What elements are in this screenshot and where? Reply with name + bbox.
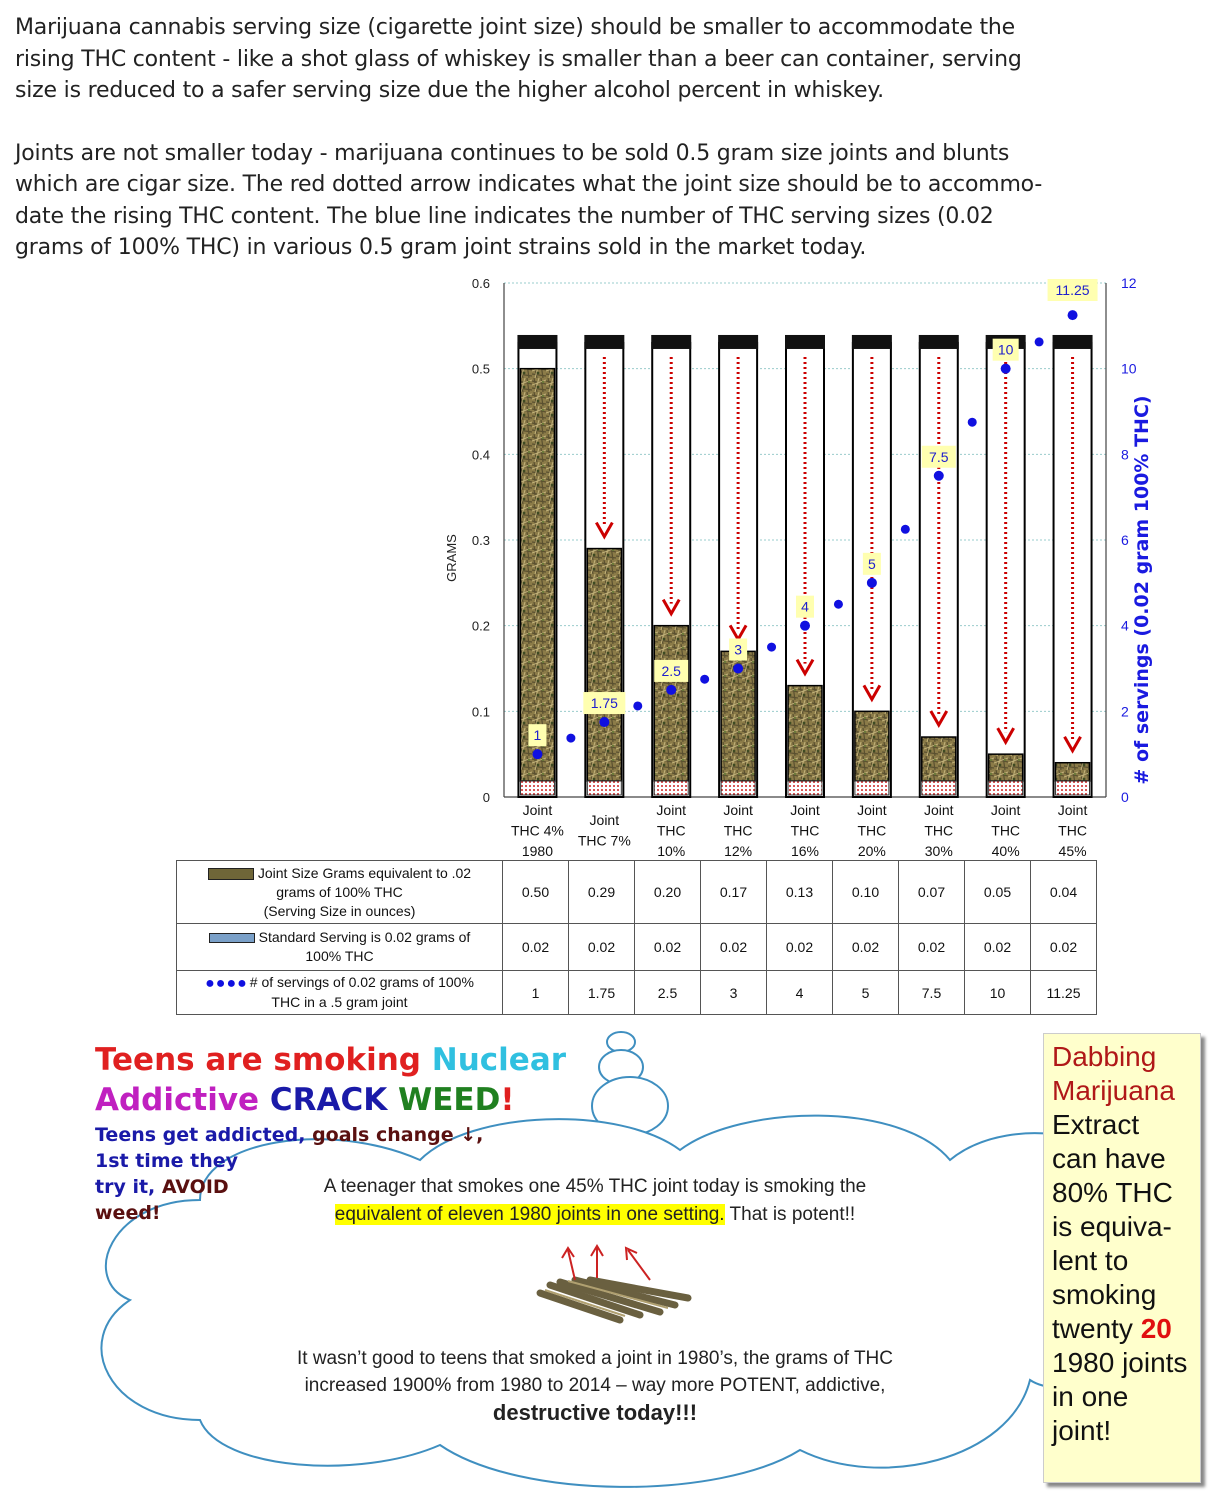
table-cell: 0.29 bbox=[569, 861, 635, 924]
x-tick-label: Joint bbox=[522, 802, 553, 818]
table-cell: 2.5 bbox=[635, 971, 701, 1015]
cloud-line: increased 1900% from 1980 to 2014 – way more POTENT, addictive, bbox=[304, 1375, 886, 1396]
x-tick-label: Joint bbox=[990, 802, 1021, 818]
y-tick-label: 0.6 bbox=[471, 276, 490, 291]
servings-point bbox=[733, 664, 743, 674]
y-tick-label: 0.4 bbox=[471, 447, 490, 463]
data-label: 1.75 bbox=[590, 695, 618, 712]
table-row-label bbox=[177, 861, 503, 924]
teens-s3: 1st time they bbox=[95, 1150, 239, 1172]
joint-filter bbox=[989, 781, 1023, 795]
joint-tip bbox=[517, 335, 557, 349]
servings-dot bbox=[1035, 337, 1044, 346]
x-tick-label: THC bbox=[656, 822, 686, 839]
cloud-line: It wasn’t good to teens that smoked a joint in 1980’s, the grams of THC bbox=[296, 1348, 893, 1369]
row-label-line: # of servings of 0.02 grams of 100% bbox=[249, 974, 474, 991]
y-tick-label: 0.1 bbox=[471, 704, 490, 720]
x-tick-label: THC bbox=[924, 822, 954, 839]
x-tick-label: THC 7% bbox=[577, 832, 631, 849]
cloud-text-top bbox=[250, 1173, 940, 1229]
cloud-line: A teenager that smokes one 45% THC joint today is smoking the bbox=[323, 1176, 867, 1197]
dab-line: is equiva- bbox=[1052, 1211, 1172, 1242]
table-cell: 0.02 bbox=[767, 924, 833, 971]
servings-dot bbox=[901, 525, 910, 534]
data-label: 5 bbox=[867, 555, 876, 572]
servings-point bbox=[934, 471, 944, 481]
table-cell: 4 bbox=[767, 971, 833, 1015]
servings-point bbox=[867, 578, 877, 588]
data-label: 10 bbox=[997, 341, 1014, 358]
intro-text bbox=[15, 12, 1115, 295]
x-tick-label: 45% bbox=[1058, 843, 1087, 859]
table-cell: 0.10 bbox=[833, 861, 899, 924]
row-label-line: Joint Size Grams equivalent to .02 bbox=[257, 864, 472, 881]
joint-tip bbox=[584, 335, 624, 349]
joint-tip bbox=[651, 335, 691, 349]
table-cell: 0.02 bbox=[635, 924, 701, 971]
x-tick-label: 20% bbox=[857, 843, 886, 859]
table-cell: 7.5 bbox=[899, 971, 965, 1015]
y-tick-label: 0.5 bbox=[471, 361, 490, 377]
table-cell: 0.50 bbox=[503, 861, 569, 924]
table-row bbox=[177, 924, 1097, 971]
chart-plot-area bbox=[444, 275, 1153, 859]
x-tick-label: Joint bbox=[589, 812, 620, 828]
joint-outline bbox=[920, 343, 958, 797]
teens-s6: weed! bbox=[95, 1202, 161, 1224]
teens-s5: AVOID bbox=[161, 1176, 229, 1198]
joint-fill-bar bbox=[989, 754, 1023, 781]
y2-tick-label: 12 bbox=[1121, 275, 1137, 291]
table-cell: 5 bbox=[833, 971, 899, 1015]
servings-point bbox=[599, 717, 609, 727]
servings-point bbox=[800, 621, 810, 631]
y2-tick-label: 0 bbox=[1121, 789, 1129, 805]
teens-s1: Teens get addicted, bbox=[95, 1124, 306, 1146]
table-cell: 0.20 bbox=[635, 861, 701, 924]
intro-line: Joints are not smaller today - marijuana continues to be sold 0.5 gram size joints and blunts bbox=[15, 140, 1010, 166]
intro-line: which are cigar size. The red dotted arrow indicates what the joint size should be to accommo- bbox=[15, 172, 1043, 197]
joint-filter bbox=[1056, 781, 1090, 795]
y2-tick-label: 2 bbox=[1121, 703, 1129, 720]
data-table bbox=[176, 860, 1097, 1015]
joint-filter bbox=[788, 781, 822, 795]
dab-line: Extract bbox=[1052, 1109, 1140, 1140]
servings-dot bbox=[566, 734, 575, 743]
dab-line: 80% THC bbox=[1052, 1177, 1173, 1208]
joint-fill-bar bbox=[587, 549, 621, 781]
cloud-highlight: equivalent of eleven 1980 joints in one setting. bbox=[334, 1204, 725, 1225]
teens-w4: CRACK bbox=[269, 1082, 388, 1118]
table-cell: 0.05 bbox=[965, 861, 1031, 924]
x-tick-label: 16% bbox=[790, 843, 820, 859]
dab-line: 1980 joints bbox=[1052, 1347, 1188, 1378]
intro-line: rising THC content - like a shot glass of whiskey is smaller than a beer can container, serving bbox=[15, 46, 1022, 72]
dab-line: twenty bbox=[1052, 1313, 1133, 1344]
joint-fill-bar bbox=[788, 686, 822, 781]
table-cell: 11.25 bbox=[1031, 971, 1097, 1015]
joint-tip bbox=[852, 335, 892, 349]
x-tick-label: Joint bbox=[656, 802, 687, 818]
cloud-line: destructive today!!! bbox=[492, 1400, 698, 1425]
table-cell: 0.02 bbox=[1031, 924, 1097, 971]
dab-line: can have bbox=[1052, 1143, 1166, 1174]
table-cell: 0.02 bbox=[965, 924, 1031, 971]
x-tick-label: THC bbox=[991, 822, 1021, 839]
y-tick-label: 0 bbox=[482, 790, 490, 805]
teens-headline bbox=[95, 1040, 566, 1120]
data-label: 2.5 bbox=[661, 662, 681, 679]
x-tick-label: 1980 bbox=[521, 843, 554, 859]
servings-point bbox=[1068, 310, 1078, 320]
x-tick-label: THC bbox=[790, 822, 820, 839]
cloud-text-bottom bbox=[230, 1345, 960, 1428]
dab-line: Marijuana bbox=[1052, 1075, 1175, 1106]
joint-tip bbox=[718, 335, 758, 349]
table-cell: 0.02 bbox=[701, 924, 767, 971]
joint-filter bbox=[587, 781, 621, 795]
servings-dot bbox=[633, 701, 642, 710]
teens-s2: goals change ↓, bbox=[312, 1124, 484, 1146]
table-cell: 0.13 bbox=[767, 861, 833, 924]
y2-axis-title: # of servings (0.02 gram 100% THC) bbox=[1131, 395, 1153, 785]
x-tick-label: Joint bbox=[857, 802, 887, 818]
x-tick-label: Joint bbox=[923, 802, 954, 818]
dab-line: smoking bbox=[1052, 1279, 1157, 1310]
x-tick-label: THC bbox=[857, 822, 887, 839]
x-tick-label: 12% bbox=[724, 843, 753, 859]
data-label: 7.5 bbox=[929, 448, 949, 465]
teens-w3: Addictive bbox=[95, 1082, 260, 1118]
dab-line: lent to bbox=[1052, 1245, 1129, 1276]
x-tick-label: THC 4% bbox=[510, 822, 564, 839]
joint-fill-bar bbox=[654, 626, 688, 781]
table-cell: 0.02 bbox=[899, 924, 965, 971]
x-tick-label: THC bbox=[1058, 822, 1087, 839]
table-cell: 10 bbox=[965, 971, 1031, 1015]
dabbing-note bbox=[1043, 1033, 1201, 1483]
data-label: 1 bbox=[533, 727, 542, 744]
y2-tick-label: 4 bbox=[1121, 617, 1129, 634]
servings-dots-swatch: ●●●● bbox=[205, 974, 248, 992]
table-cell: 0.02 bbox=[569, 924, 635, 971]
dab-line: Dabbing bbox=[1052, 1041, 1157, 1072]
y-tick-label: 0.2 bbox=[471, 618, 490, 634]
joint-filter bbox=[520, 781, 554, 795]
joint-fill-bar bbox=[1056, 763, 1090, 781]
servings-dot bbox=[968, 418, 977, 427]
y2-tick-label: 10 bbox=[1121, 360, 1137, 377]
teens-w6: ! bbox=[500, 1082, 515, 1118]
data-label: 3 bbox=[734, 641, 743, 658]
dab-line: joint! bbox=[1052, 1415, 1112, 1446]
x-tick-label: Joint bbox=[790, 802, 820, 818]
y2-tick-label: 6 bbox=[1121, 532, 1129, 548]
x-tick-label: THC bbox=[723, 822, 753, 839]
intro-line: date the rising THC content. The blue line indicates the number of THC serving sizes (0.02 bbox=[15, 203, 994, 229]
y-tick-label: 0.3 bbox=[471, 533, 490, 548]
data-label: 4 bbox=[801, 598, 809, 615]
data-label: 11.25 bbox=[1055, 282, 1090, 298]
teens-s4: try it, bbox=[95, 1176, 156, 1198]
servings-dot bbox=[834, 600, 843, 609]
y-axis-title: GRAMS bbox=[444, 534, 459, 582]
dab-number: 20 bbox=[1140, 1313, 1172, 1344]
x-tick-label: 40% bbox=[991, 843, 1020, 859]
joint-filter bbox=[654, 781, 688, 795]
table-cell: 0.02 bbox=[503, 924, 569, 971]
row-label-line: (Serving Size in ounces) bbox=[263, 902, 416, 919]
row-label-line: Standard Serving is 0.02 grams of bbox=[258, 929, 471, 945]
table-cell: 0.07 bbox=[899, 861, 965, 924]
teens-w1: Teens are smoking bbox=[95, 1042, 421, 1078]
intro-line: grams of 100% THC) in various 0.5 gram joint strains sold in the market today. bbox=[15, 235, 867, 260]
y2-tick-label: 8 bbox=[1121, 446, 1129, 463]
x-tick-label: Joint bbox=[723, 802, 753, 818]
joint-swatch bbox=[208, 868, 254, 880]
intro-line: size is reduced to a safer serving size due the higher alcohol percent in whiskey. bbox=[15, 78, 884, 103]
servings-point bbox=[1001, 364, 1011, 374]
intro-line: Marijuana cannabis serving size (cigarette joint size) should be smaller to accommodate the bbox=[15, 15, 1015, 40]
intro-paragraph-1 bbox=[15, 12, 1115, 107]
cloud-line: That is potent!! bbox=[729, 1204, 856, 1225]
intro-paragraph-2 bbox=[15, 138, 1115, 264]
teens-w5: WEED bbox=[398, 1082, 501, 1118]
serving-swatch bbox=[209, 933, 255, 943]
servings-point bbox=[666, 685, 676, 695]
joint-fill-bar bbox=[922, 737, 956, 781]
joint-filter bbox=[855, 781, 889, 795]
table-row-label bbox=[177, 924, 503, 971]
joint-filter bbox=[721, 781, 755, 795]
row-label-line: 100% THC bbox=[305, 948, 374, 964]
joint-tip bbox=[919, 335, 959, 349]
table-cell: 0.04 bbox=[1031, 861, 1097, 924]
x-tick-label: Joint bbox=[1057, 802, 1088, 818]
servings-point bbox=[532, 749, 542, 759]
servings-dot bbox=[767, 643, 776, 652]
teens-w2: Nuclear bbox=[431, 1042, 567, 1078]
joint-fill-bar bbox=[520, 369, 554, 781]
servings-dot bbox=[700, 675, 709, 684]
joint-tip bbox=[785, 335, 825, 349]
table-cell: 0.02 bbox=[833, 924, 899, 971]
joint-filter bbox=[922, 781, 956, 795]
table-cell: 0.17 bbox=[701, 861, 767, 924]
table-cell: 3 bbox=[701, 971, 767, 1015]
x-tick-label: 10% bbox=[657, 843, 686, 859]
table-row bbox=[177, 861, 1097, 924]
x-tick-label: 30% bbox=[924, 843, 953, 859]
joint-tip bbox=[1053, 335, 1093, 349]
table-cell: 1.75 bbox=[569, 971, 635, 1015]
joint-size-chart bbox=[0, 270, 1220, 860]
dab-line: in one bbox=[1052, 1381, 1129, 1412]
table-cell: 1 bbox=[503, 971, 569, 1015]
row-label-line: THC in a .5 gram joint bbox=[271, 993, 408, 1010]
joint-fill-bar bbox=[855, 711, 889, 781]
row-label-line: grams of 100% THC bbox=[276, 883, 403, 900]
